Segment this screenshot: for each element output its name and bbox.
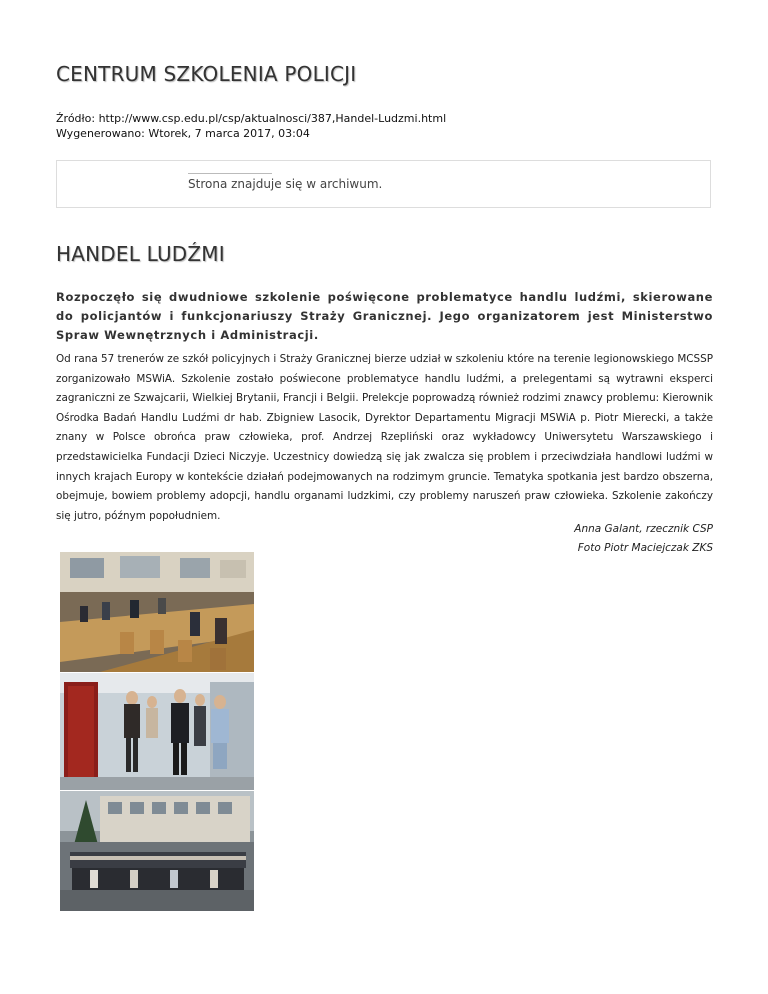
article-credits: [574, 520, 713, 558]
article-title: HANDEL LUDŹMI: [56, 242, 225, 266]
photo-group-outdoor: [60, 791, 254, 911]
photo-collage: [60, 552, 254, 911]
archive-divider: [188, 173, 272, 174]
archive-notice-text: Strona znajduje się w archiwum.: [188, 177, 383, 191]
source-line: Źródło: http://www.csp.edu.pl/csp/aktualnosci/387,Handel-Ludzmi.html: [56, 112, 447, 125]
photo-conference-room: [60, 552, 254, 672]
photo-credit: Foto Piotr Maciejczak ZKS: [577, 542, 713, 554]
author-credit: Anna Galant, rzecznik CSP: [574, 523, 713, 535]
archive-notice-box: [56, 160, 711, 208]
article-lead: Rozpoczęło się dwudniowe szkolenie poświęcone problematyce handlu ludźmi, skierowane do policjantów i funkcjonariuszy Straży Granicznej. Jego organizatorem jest Ministerstwo Spraw Wewnętrznych i Administracji.: [56, 290, 713, 342]
site-title: CENTRUM SZKOLENIA POLICJI: [56, 62, 357, 86]
document-meta: [56, 111, 446, 141]
photo-doorway-group: [60, 673, 254, 790]
article-body: Od rana 57 trenerów ze szkół policyjnych i Straży Granicznej bierze udział w szkoleniu które na terenie legionowskiego MCSSP zorganizowało MSWiA. Szkolenie zostało poświecone problematyce handlu ludźmi, a prelegentami są wytrawni eksperci zagraniczni ze Szwajcarii, Wielkiej Brytanii, Francji i Belgii. Prelekcje poprowadzą również rodzimi znawcy problemu: Kierownik Ośrodka Badań Handlu Ludźmi dr hab. Zbigniew Lasocik, Dyrektor Departamentu Migracji MSWiA p. Piotr Mierecki, a także znany w Polsce obrońca praw człowieka, prof. Andrzej Rzepliński oraz wykładowcy Uniwersytetu Warszawskiego i przedstawicielka Fundacji Dzieci Niczyje. Uczestnicy dowiedzą się jak zwalcza się problem i przeciwdziała handlowi ludźmi w innych krajach Europy w kontekście działań podejmowanych na rodzimym gruncie. Tematyka spotkania jest bardzo obszerna, obejmuje, bowiem problemy adopcji, handlu organami ludzkimi, czy problemy naruszeń praw człowieka. Szkolenie zakończy się jutro, późnym popołudniem.: [56, 353, 713, 522]
generated-line: Wygenerowano: Wtorek, 7 marca 2017, 03:04: [56, 127, 310, 140]
